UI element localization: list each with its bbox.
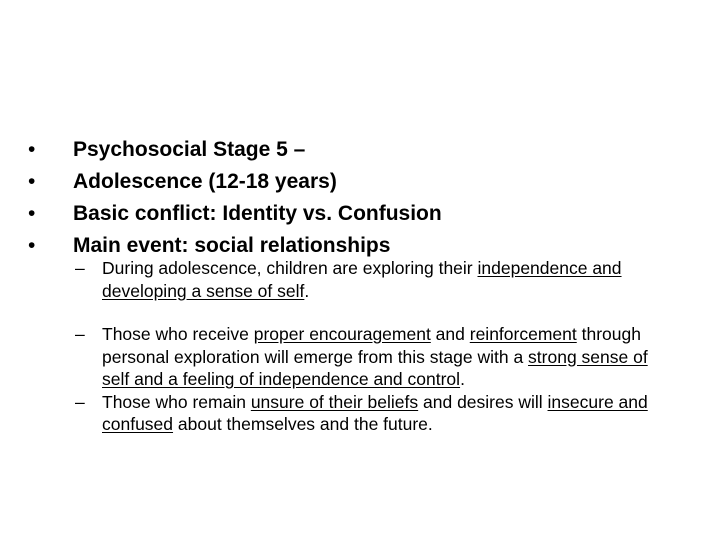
sub-item-exploring-independence bbox=[75, 257, 675, 302]
underlined-phrase: reinforcement bbox=[469, 324, 577, 344]
sub-text: . bbox=[460, 369, 465, 389]
sub-bullet-list-2 bbox=[75, 323, 675, 436]
sub-item-encouragement bbox=[75, 323, 675, 391]
underlined-phrase: unsure of their beliefs bbox=[250, 391, 419, 412]
sub-text: and desires will bbox=[418, 391, 548, 412]
bullet-marker: • bbox=[28, 138, 36, 161]
sub-text: . bbox=[304, 280, 310, 301]
sub-text: about themselves and the future. bbox=[173, 414, 433, 434]
bullet-marker: • bbox=[28, 234, 36, 257]
sub-item-unsure-beliefs bbox=[75, 391, 675, 436]
bullet-item-age-range bbox=[28, 166, 688, 198]
underlined-phrase: independence and developing a sense of self bbox=[102, 258, 622, 301]
underlined-phrase: strong sense of self and a feeling of independence and control bbox=[102, 346, 648, 389]
sub-text: Those who receive bbox=[102, 324, 254, 344]
dash-marker: – bbox=[75, 258, 85, 278]
sub-text: through personal exploration will emerge from this stage with a bbox=[102, 324, 641, 367]
bullet-text: Basic conflict: Identity vs. Confusion bbox=[73, 202, 442, 225]
bullet-item-basic-conflict bbox=[28, 198, 688, 230]
bullet-text: Main event: social relationships bbox=[73, 234, 391, 257]
bullet-item-stage bbox=[28, 134, 688, 166]
bullet-text: Adolescence (12-18 years) bbox=[73, 170, 337, 193]
sub-text: Those who remain bbox=[102, 391, 251, 412]
bullet-marker: • bbox=[28, 170, 36, 193]
underlined-phrase: insecure and confused bbox=[102, 391, 648, 434]
main-bullet-list bbox=[28, 134, 688, 262]
bullet-text: Psychosocial Stage 5 – bbox=[73, 138, 306, 161]
sub-text: During adolescence, children are exploring their bbox=[102, 258, 478, 278]
dash-marker: – bbox=[75, 324, 85, 344]
dash-marker: – bbox=[75, 391, 85, 412]
sub-bullet-list-1 bbox=[75, 257, 675, 302]
bullet-marker: • bbox=[28, 202, 36, 225]
sub-text: and bbox=[430, 324, 470, 344]
underlined-phrase: proper encouragement bbox=[253, 324, 431, 344]
